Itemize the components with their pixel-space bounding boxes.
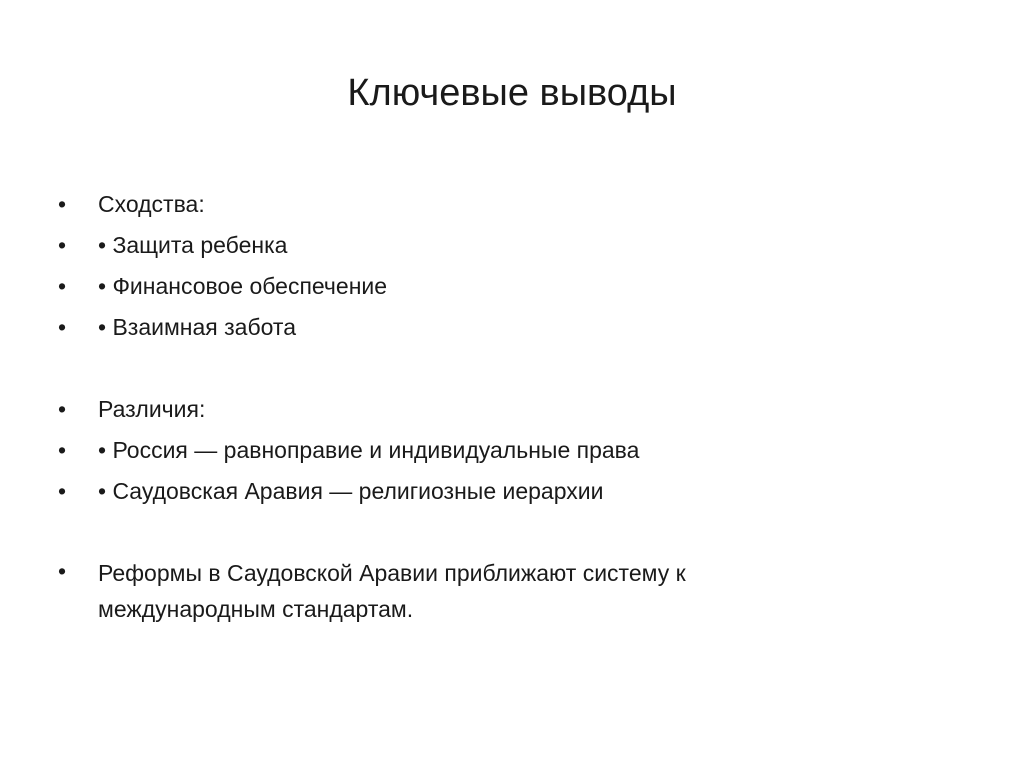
bullet-icon: • [58, 558, 67, 584]
bullet-icon: • [58, 191, 67, 217]
list-item [58, 389, 958, 430]
spacer [58, 348, 958, 389]
list-item [58, 553, 798, 627]
item-text: Сходства: [98, 191, 205, 217]
item-text: • Защита ребенка [98, 232, 288, 258]
item-text: • Россия — равноправие и индивидуальные права [98, 437, 640, 463]
bullet-icon: • [58, 478, 67, 504]
item-text: • Взаимная забота [98, 314, 296, 340]
item-text: • Саудовская Аравия — религиозные иерархии [98, 478, 604, 504]
list-item [58, 266, 958, 307]
list-item [58, 307, 958, 348]
bullet-icon: • [58, 273, 67, 299]
item-text: Реформы в Саудовской Аравии приближают систему к международным стандартам. [98, 560, 686, 622]
bullet-icon: • [58, 232, 67, 258]
item-text: Различия: [98, 396, 206, 422]
bullet-list [58, 184, 958, 627]
list-item [58, 471, 958, 512]
list-item [58, 184, 958, 225]
list-item [58, 225, 958, 266]
slide-title: Ключевые выводы [347, 72, 677, 114]
bullet-icon: • [58, 437, 67, 463]
bullet-icon: • [58, 314, 67, 340]
spacer [58, 512, 958, 553]
list-item [58, 430, 958, 471]
item-text: • Финансовое обеспечение [98, 273, 388, 299]
bullet-icon: • [58, 396, 67, 422]
